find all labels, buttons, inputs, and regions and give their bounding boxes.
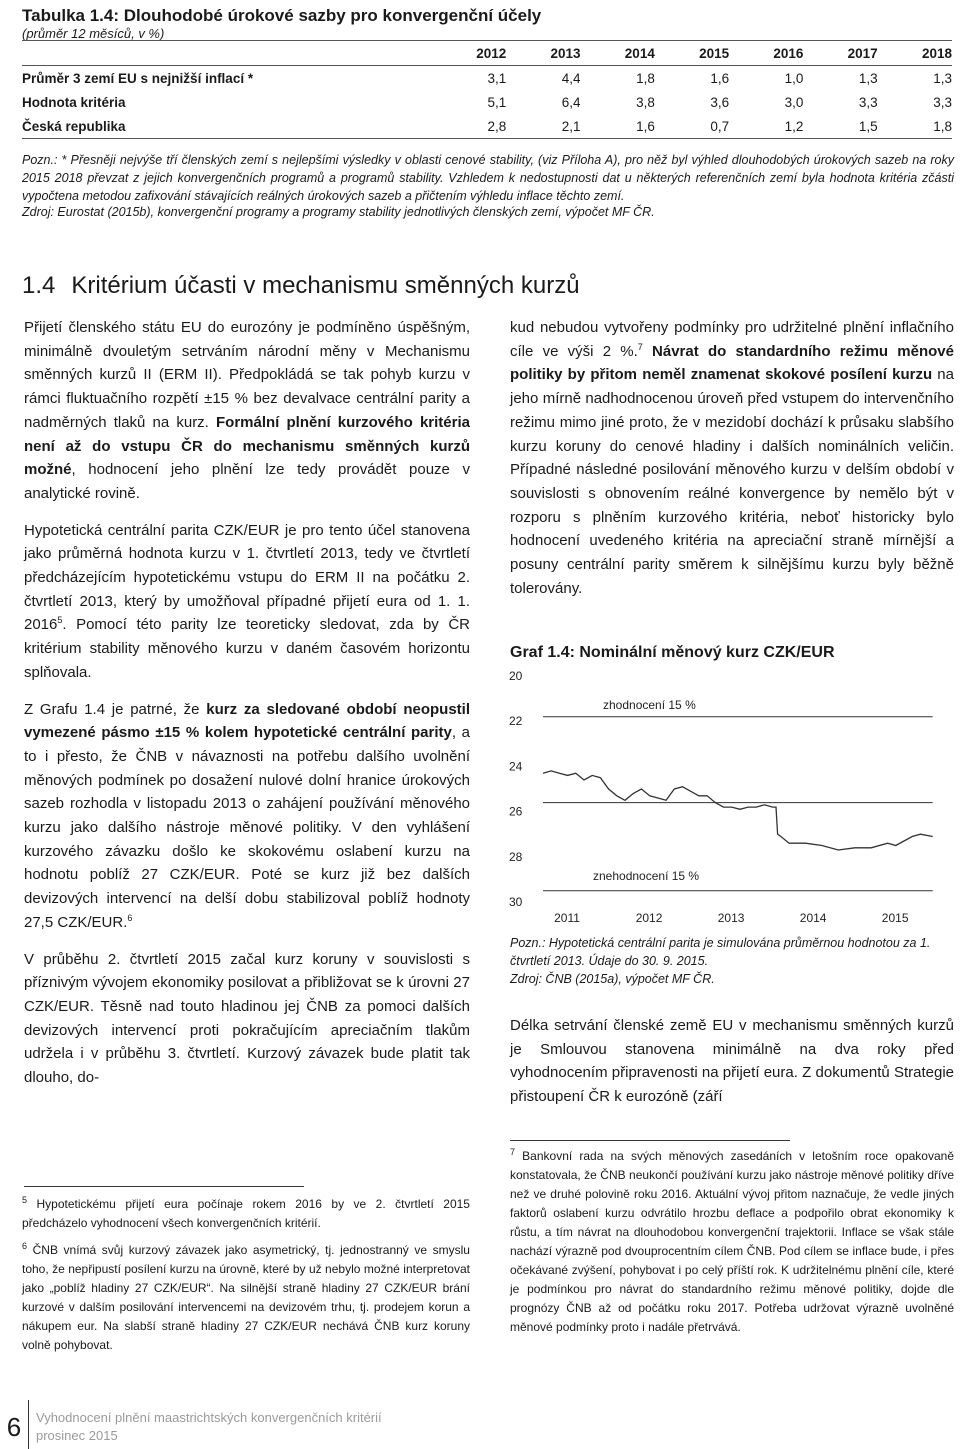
page-number: 6 (6, 1412, 22, 1442)
x-tick-label: 2012 (635, 911, 663, 925)
left-column (24, 316, 470, 1103)
table-cell: 1,3 (933, 70, 952, 86)
year-header: 2013 (506, 41, 580, 66)
table-cell: 3,3 (933, 94, 952, 110)
y-tick-label: 20 (509, 669, 523, 683)
table-cell: 3,1 (487, 70, 507, 86)
footnote-ref[interactable]: 5 (57, 615, 63, 626)
table-note: Pozn.: * Přesněji nejvýše tří členských zemí s nejlepšími výsledky v oblasti cenové stability, (viz Příloha A), pro něž byl výhled dlouhodobých úrokových sazeb na roky 2015 2018 převzat z jejich konvergenčních programů a programů stability. Vzhledem k nedostupnosti dat u některých referenčních zemí byla hodnota kritéria zčásti vypočtena metodou zafixování stávajících reálných úrokových sazeb a přičtením výhledu inflace těchto zemí. (22, 153, 954, 203)
table-cell: 1,8 (878, 114, 952, 139)
row-label: Průměr 3 zemí EU s nejnižší inflací * (22, 70, 254, 86)
table-cell: 3,6 (710, 94, 730, 110)
year-header: 2018 (878, 41, 952, 66)
table-row (22, 90, 952, 114)
section-number: 1.4 (22, 272, 56, 299)
footnote: $^7$ Bankovní rada na svých měnových zasedáních v letošním roce opakovaně konstatovala, že ČNB neukončí používání kurzu jako nástroje měnové politiky dříve než ve druhé polovině roku 2016. Aktuální vývoj přitom naznačuje, že vedle jiných faktorů oslabení kurzu odvrátilo hrozbu deflace a podpořilo obrat ekonomiky k růstu, a tím návrat na dlouhodobou konvergenční trajektorii. Inflace se však stále nachází výrazně pod dvouprocentním cílem ČNB. Pod cílem se inflace bude, i přes očekávané zvýšení, pohybovat i po celý příští rok. K udržitelnému plnění cíle, které je podmínkou pro návrat do standardního režimu měnové politiky, dojde dle prognózy ČNB až od počátku roku 2017. Potřeba udržovat výrazně uvolněné měnové podmínky proto i nadále přetrvává. (510, 1147, 955, 1334)
y-tick-label: 30 (509, 895, 523, 909)
footnote-divider (24, 1186, 304, 1187)
footnote: $^6$ ČNB vnímá svůj kurzový závazek jako asymetrický, tj. jednostranný ve smyslu toho, že nepřipustí posílení kurzu na úrovně, které by už nebylo možné interpretovat jako „poblíž hladiny 27 CZK/EUR“. Na silnější straně hladiny 27 CZK/EUR brání kurzové v dalším posilování intervencemi na devizovém trhu, tj. prodejem korun a nákupem eur. Na slabší straně hladiny 27 CZK/EUR nechává ČNB kurz koruny volně pohybovat. (22, 1241, 470, 1352)
table-cell: 0,7 (655, 114, 729, 139)
table-cell: 2,1 (506, 114, 580, 139)
section-heading (22, 272, 580, 300)
table-row (22, 114, 952, 139)
exchange-rate-chart (505, 666, 955, 928)
x-tick-label: 2014 (799, 911, 827, 925)
table-cell: 1,5 (803, 114, 877, 139)
table-cell: 1,6 (581, 114, 655, 139)
paragraph: V průběhu 2. čtvrtletí 2015 začal kurz koruny v souvislosti s příznivým vývojem ekonomiky posilovat a přibližovat se k úrovni 27 CZK/EUR. Těsně nad touto hladinou jej ČNB za pomoci dalších devizových intervencí proti pokračujícím apreciačním tlakům udržela i v průběhu 3. čtvrtletí. Kurzový závazek bude platit tak dlouho, do- (24, 950, 470, 1087)
row-label: Hodnota kritéria (22, 94, 126, 110)
section-title: Kritérium účasti v mechanismu směnných kurzů (71, 272, 580, 299)
table-cell: 4,4 (561, 70, 581, 86)
y-tick-label: 26 (509, 804, 523, 819)
table-cell: 3,8 (636, 94, 655, 110)
table-source: Zdroj: Eurostat (2015b), konvergenční programy a programy stability jednotlivých členských zemí, výpočet MF ČR. (22, 205, 655, 219)
table-cell: 5,1 (487, 94, 507, 110)
right-column-lower (510, 1014, 954, 1122)
interest-rates-table (22, 40, 952, 139)
y-tick-label: 22 (509, 714, 523, 729)
table-subtitle: (průměr 12 měsíců, v %) (22, 26, 165, 41)
year-header: 2015 (655, 41, 729, 66)
table-header-row (22, 41, 952, 66)
y-tick-label: 24 (509, 759, 523, 774)
table-cell: 1,6 (710, 70, 730, 86)
year-header: 2012 (432, 41, 506, 66)
chart-annotation: zhodnocení 15 % (603, 698, 696, 712)
footnote-divider (510, 1140, 790, 1141)
table-cell: 3,0 (784, 94, 804, 110)
x-tick-label: 2013 (717, 911, 745, 925)
chart-source: Zdroj: ČNB (2015a), výpočet MF ČR. (510, 972, 715, 986)
paragraph: Z Grafu 1.4 je patrné, že kurz za sledované období neopustil vymezené pásmo ±15 % kolem hypotetické centrální parity, a to i přesto, že ČNB v návaznosti na potřebu dalšího uvolnění měnových podmínek po dosažení nulové dolní hranice úrokových sazeb rozhodla v listopadu 2013 o zahájení používání měnového kurzu jako dalšího nástroje měnové politiky. V den vyhlášení kurzového závazku došlo ke skokovému oslabení kurzu na hodnotu poblíž 27 CZK/EUR. Poté se kurz již bez dalších devizových intervencí na delší dobu stabilizoval poblíž hodnoty 27,5 CZK/EUR.$^6$ (24, 700, 470, 931)
year-header: 2016 (729, 41, 803, 66)
table-cell: 2,8 (432, 114, 506, 139)
year-header: 2017 (803, 41, 877, 66)
footer-text: Vyhodnocení plnění maastrichtských konvergenčních kritérií prosinec 2015 (36, 1410, 382, 1443)
table-cell: 1,3 (858, 70, 878, 86)
exchange-rate-line (543, 771, 933, 850)
chart-note-block (510, 934, 954, 988)
chart-title: Graf 1.4: Nominální měnový kurz CZK/EUR (510, 644, 835, 661)
footnote: $^5$ Hypotetickému přijetí eura počínaje rokem 2016 by ve 2. čtvrtletí 2015 předcházelo vyhodnocení všech konvergenčních kritérií. (22, 1195, 470, 1230)
footnote-ref[interactable]: 6 (127, 912, 133, 923)
chart-note: Pozn.: Hypotetická centrální parita je simulována průměrnou hodnotou za 1. čtvrtletí 2013. Údaje do 30. 9. 2015. (510, 936, 931, 968)
table-row (22, 66, 952, 91)
table-cell: 1,2 (729, 114, 803, 139)
footer-divider (28, 1400, 29, 1449)
footnote-ref[interactable]: 7 (637, 341, 643, 352)
table-cell: 1,8 (636, 70, 655, 86)
paragraph: Přijetí členského státu EU do eurozóny je podmíněno úspěšným, minimálně dvouletým setrváním národní měny v Mechanismu směnných kurzů II (ERM II). Předpokládá se tak pohyb kurzu v rámci fluktuačního rozpětí ±15 % bez devalvace centrální parity a nadměrných tlaků na kurz. Formální plnění kurzového kritéria není až do vstupu ČR do mechanismu směnných kurzů možné, hodnocení jeho plnění lze tedy provádět pouze v analytické rovině. (24, 319, 470, 502)
y-tick-label: 28 (509, 849, 523, 864)
year-header: 2014 (581, 41, 655, 66)
x-tick-label: 2011 (554, 911, 580, 925)
footnotes-left (22, 1186, 470, 1363)
right-column (510, 316, 954, 613)
table-cell: 1,0 (784, 70, 804, 86)
paragraph: Délka setrvání členské země EU v mechanismu směnných kurzů je Smlouvou stanovena minimálně na dva roky před vyhodnocením připravenosti na přijetí eura. Z dokumentů Strategie přistoupení ČR k eurozóně (září (510, 1017, 954, 1106)
paragraph: kud nebudou vytvořeny podmínky pro udržitelné plnění inflačního cíle ve výši 2 %.$^7$ Návrat do standardního režimu měnové politiky by přitom neměl znamenat skokové posílení kurzu na jeho mírně nadhodnocenou úroveň před vstupem do intervenčního režimu mimo jiné proto, že v mezidobí dochází k průsaku slabšího kurzu koruny do cenové hladiny i dalších nominálních veličin. Případné následné posilování měnového kurzu v delším období v souvislosti s obnovením reálné konvergence by nemělo být v rozporu s plněním kurzového kritéria, neboť historicky bylo hodnocení uvedeného kritéria na apreciační straně mírnější a posuny centrální parity směrem k silnějšímu kurzu byly běžně tolerovány. (510, 319, 954, 597)
footnotes-right (510, 1140, 954, 1337)
row-label: Česká republika (22, 114, 432, 139)
paragraph: Hypotetická centrální parita CZK/EUR je pro tento účel stanovena jako průměrná hodnota kurzu v 1. čtvrtletí 2013, tedy ve čtvrtletí předcházejícím hypotetickému vstupu do ERM II na počátku 2. čtvrtletí 2013, který by umožňoval případné přijetí eura od 1. 1. 2016$^5$. Pomocí této parity lze teoreticky sledovat, zda by ČR kritérium stability měnového kurzu v daném časovém horizontu splňovala. (24, 521, 470, 681)
table-title: Tabulka 1.4: Dlouhodobé úrokové sazby pro konvergenční účely (22, 6, 542, 25)
chart-annotation: znehodnocení 15 % (593, 869, 700, 883)
x-tick-label: 2015 (881, 911, 909, 925)
table-cell: 6,4 (561, 94, 581, 110)
table-cell: 3,3 (858, 94, 878, 110)
